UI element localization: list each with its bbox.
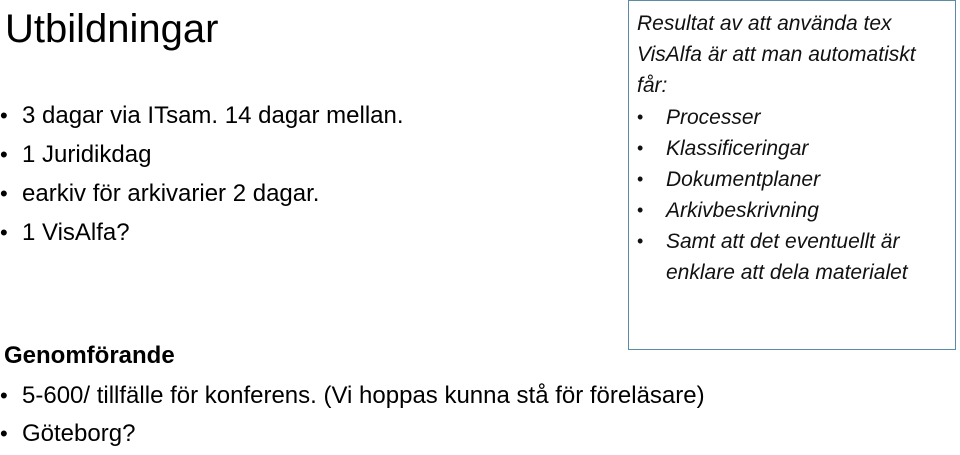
list-item [0, 135, 404, 174]
bullet-icon: • [0, 421, 8, 446]
list-item-text: Samt att det eventuellt är enklare att dela materialet [666, 230, 908, 284]
bullet-icon: • [637, 107, 644, 127]
bullet-icon: • [0, 142, 8, 167]
list-item [637, 102, 951, 133]
bullet-icon: • [0, 220, 8, 245]
list-item [637, 133, 951, 164]
bullet-icon: • [637, 138, 644, 158]
bullet-icon: • [0, 103, 8, 128]
note-box [628, 0, 956, 350]
list-item [637, 164, 951, 195]
main-bullet-list [0, 96, 404, 252]
bullet-icon: • [0, 383, 8, 408]
list-item-text: Processer [666, 106, 761, 129]
bullet-icon: • [637, 169, 644, 189]
list-item-text: Göteborg? [22, 420, 136, 447]
list-item [0, 96, 404, 135]
list-item [0, 213, 404, 252]
list-item-text: Arkivbeskrivning [666, 199, 819, 222]
list-item-text: 5-600/ tillfälle för konferens. (Vi hoppas kunna stå för föreläsare) [22, 382, 705, 409]
section-heading: Genomförande [4, 342, 175, 369]
list-item-text: 1 Juridikdag [22, 141, 152, 168]
list-item [637, 195, 951, 226]
list-item-text: earkiv för arkivarier 2 dagar. [22, 180, 320, 207]
bullet-icon: • [0, 181, 8, 206]
section-bullet-list [0, 377, 705, 453]
list-item-text: 1 VisAlfa? [22, 219, 130, 246]
list-item-text: 3 dagar via ITsam. 14 dagar mellan. [22, 102, 404, 129]
note-bullet-list [637, 102, 951, 288]
list-item [637, 226, 951, 288]
list-item [0, 174, 404, 213]
slide-title: Utbildningar [5, 7, 219, 51]
bullet-icon: • [637, 200, 644, 220]
list-item-text: Klassificeringar [666, 137, 809, 160]
list-item-text: Dokumentplaner [666, 168, 821, 191]
bullet-icon: • [637, 231, 644, 251]
list-item [0, 377, 705, 415]
list-item [0, 415, 705, 453]
note-intro: Resultat av att använda tex VisAlfa är att man automatiskt får: [637, 12, 916, 97]
